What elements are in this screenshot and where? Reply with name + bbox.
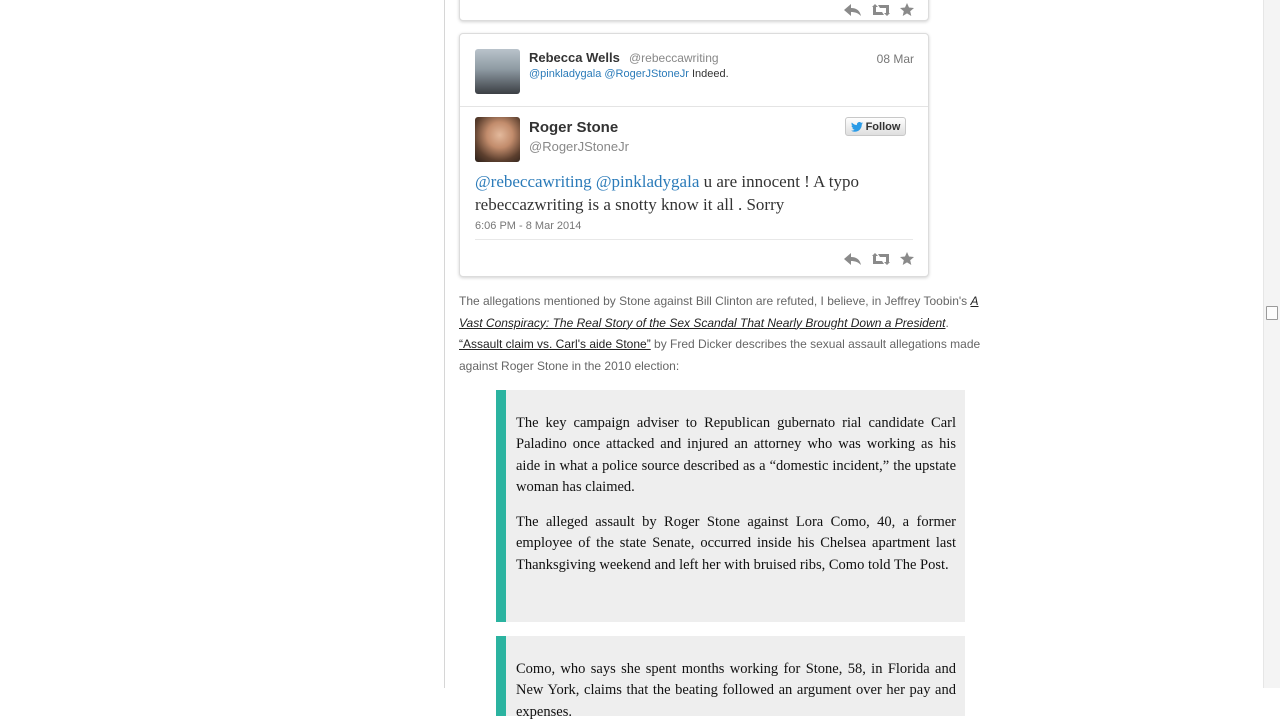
quote-paragraph: The alleged assault by Roger Stone against Lora Como, 40, a former employee of the state Senate, occurred inside his Chelsea apartment last Thanksgiving weekend and left her with bruised ribs, Como told The Post.	[516, 514, 956, 573]
favorite-icon[interactable]	[900, 252, 914, 265]
mention-link[interactable]: @pinkladygala	[529, 68, 602, 80]
book-link[interactable]: A Vast Conspiracy: The Real Story of the Sex Scandal That Nearly Brought Down a President	[459, 294, 979, 330]
mention-link[interactable]: @rebeccawriting	[475, 172, 592, 191]
tweet-card-previous	[459, 0, 929, 21]
tweet-author-handle[interactable]: @RogerJStoneJr	[529, 139, 629, 154]
reply-date[interactable]: 08 Mar	[876, 52, 914, 66]
divider	[475, 239, 913, 240]
quote-paragraph: The key campaign adviser to Republican gubernato rial candidate Carl Paladino once attacked and injured an attorney who was working as his aide in what a police source described as a “domestic incident,” the upstate woman has claimed.	[516, 415, 956, 495]
in-reply-to-tweet	[460, 34, 928, 107]
reply-icon[interactable]	[844, 253, 862, 265]
reply-author-handle[interactable]: @rebeccawriting	[629, 51, 719, 65]
article-paragraph	[459, 291, 999, 377]
tweet-body: u are innocent ! A typo rebeccazwriting is a snotty know it all . Sorry	[475, 172, 859, 214]
reply-text	[529, 68, 729, 80]
blockquote	[496, 636, 965, 720]
blockquote	[496, 390, 965, 622]
favorite-icon[interactable]	[900, 3, 914, 16]
article-text: by Fred Dicker describes the sexual assault allegations made against Roger Stone in the 2010 election:	[459, 337, 981, 373]
article-text: The allegations mentioned by Stone against Bill Clinton are refuted, I believe, in Jeffrey Toobin's	[459, 294, 971, 308]
follow-label: Follow	[865, 120, 901, 133]
tweet-author-name[interactable]: Roger Stone	[529, 119, 619, 136]
reply-author-name[interactable]: Rebecca Wells	[529, 50, 620, 65]
mention-link[interactable]: @pinkladygala	[595, 172, 700, 191]
tweet-actions	[844, 252, 914, 265]
scrollbar-thumb[interactable]	[1266, 306, 1278, 320]
retweet-icon[interactable]	[872, 4, 890, 16]
mention-link[interactable]: @RogerJStoneJr	[604, 68, 689, 80]
tweet-text	[475, 170, 915, 216]
retweet-icon[interactable]	[872, 253, 890, 265]
avatar[interactable]	[475, 49, 520, 94]
tweet-actions	[844, 3, 914, 16]
quote-paragraph: Como, who says she spent months working for Stone, 58, in Florida and New York, claims that the beating followed an argument over her pay and expenses.	[516, 661, 956, 720]
article-text: .	[945, 315, 949, 330]
twitter-bird-icon	[851, 122, 863, 132]
embedded-tweet-card	[459, 33, 929, 277]
follow-button[interactable]	[845, 117, 906, 136]
reply-body: Indeed.	[692, 68, 729, 80]
vertical-scrollbar[interactable]	[1263, 0, 1280, 688]
content-left-border	[444, 0, 445, 688]
reply-icon[interactable]	[844, 4, 862, 16]
article-link[interactable]: “Assault claim vs. Carl's aide Stone”	[459, 337, 651, 351]
tweet-timestamp[interactable]: 6:06 PM - 8 Mar 2014	[475, 220, 582, 232]
avatar[interactable]	[475, 117, 520, 162]
